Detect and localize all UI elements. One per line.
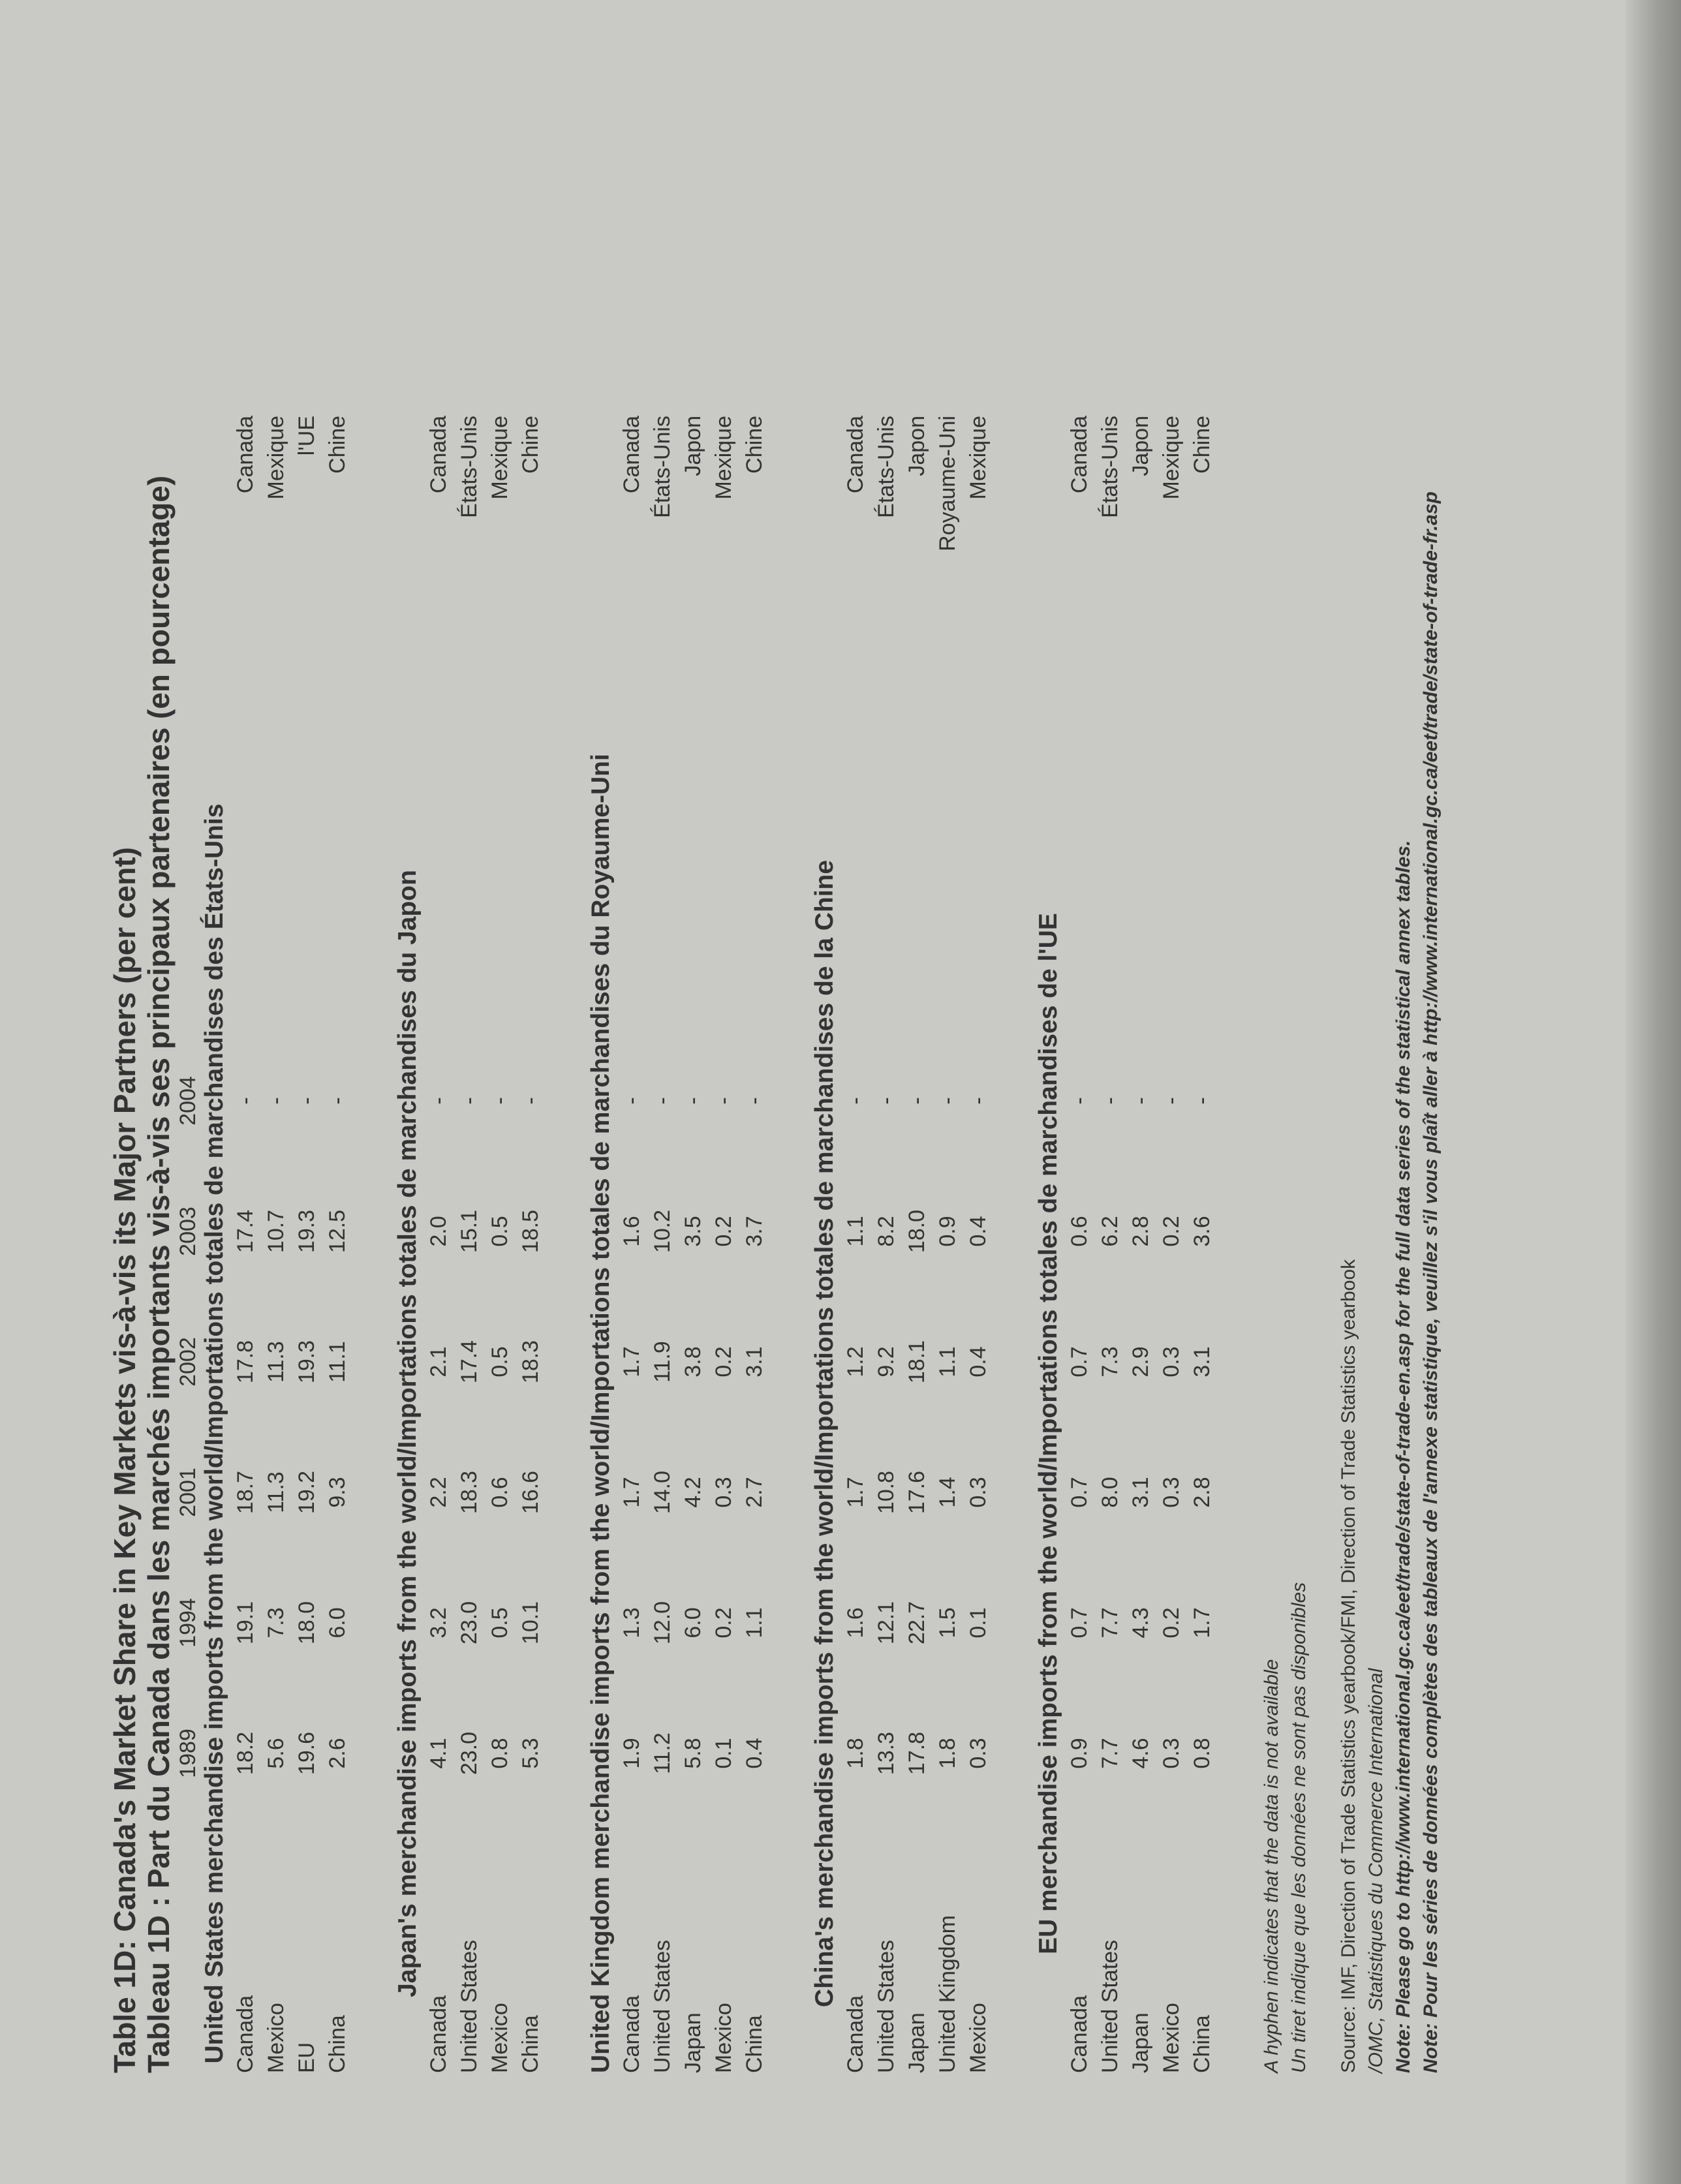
cell-value: 3.1 bbox=[1190, 1346, 1214, 1377]
table-row bbox=[518, 377, 544, 2073]
table-row bbox=[1098, 377, 1124, 2073]
cell-value: 1.3 bbox=[619, 1607, 644, 1638]
cell-value: 19.1 bbox=[233, 1601, 258, 1645]
cell-value: 0.3 bbox=[966, 1738, 991, 1769]
row-label-english: Mexico bbox=[264, 2003, 288, 2073]
cell-value: 1.7 bbox=[619, 1346, 644, 1377]
row-label-french: États-Unis bbox=[874, 416, 899, 518]
cell-value: 9.3 bbox=[325, 1477, 350, 1508]
cell-value: 2.1 bbox=[426, 1346, 451, 1377]
cell-value: 4.6 bbox=[1128, 1738, 1153, 1769]
cell-value: - bbox=[325, 1097, 350, 1105]
cell-value: - bbox=[1098, 1097, 1122, 1105]
cell-value: 11.3 bbox=[264, 1341, 288, 1383]
cell-value: 19.3 bbox=[294, 1209, 319, 1253]
row-label-english: Japan bbox=[681, 2012, 705, 2073]
cell-value: - bbox=[904, 1097, 929, 1105]
cell-value: 6.0 bbox=[681, 1607, 705, 1638]
cell-value: 3.8 bbox=[681, 1346, 705, 1377]
cell-value: 0.3 bbox=[1159, 1346, 1184, 1377]
row-label-french: Canada bbox=[619, 416, 644, 494]
cell-value: 3.2 bbox=[426, 1607, 451, 1638]
cell-value: 2.8 bbox=[1190, 1477, 1214, 1508]
cell-value: 11.1 bbox=[325, 1341, 350, 1383]
cell-value: - bbox=[1190, 1097, 1214, 1105]
table-row bbox=[294, 377, 320, 2073]
row-label-english: Japan bbox=[904, 2012, 929, 2073]
cell-value: 1.8 bbox=[935, 1738, 960, 1769]
row-label-french: États-Unis bbox=[650, 416, 675, 518]
table-row bbox=[711, 377, 737, 2073]
cell-value: 17.8 bbox=[233, 1340, 258, 1384]
cell-value: - bbox=[457, 1097, 482, 1105]
cell-value: 23.0 bbox=[457, 1731, 482, 1776]
cell-value: 18.7 bbox=[233, 1470, 258, 1515]
cell-value: 0.6 bbox=[487, 1477, 512, 1508]
cell-value: 23.0 bbox=[457, 1601, 482, 1645]
cell-value: - bbox=[426, 1097, 451, 1105]
cell-value: 0.2 bbox=[711, 1216, 736, 1247]
cell-value: 12.5 bbox=[325, 1209, 350, 1253]
year-header: 2003 bbox=[176, 1207, 200, 1256]
row-label-french: Mexique bbox=[264, 416, 288, 500]
cell-value: 4.2 bbox=[681, 1477, 705, 1508]
row-label-english: China bbox=[742, 2015, 767, 2073]
table-row bbox=[1159, 377, 1185, 2073]
cell-value: 1.6 bbox=[619, 1216, 644, 1247]
row-label-french: Japon bbox=[1128, 416, 1153, 476]
year-header: 2001 bbox=[176, 1468, 200, 1517]
cell-value: 2.9 bbox=[1128, 1346, 1153, 1377]
cell-value: 0.2 bbox=[1159, 1607, 1184, 1638]
cell-value: - bbox=[518, 1097, 543, 1105]
cell-value: 2.8 bbox=[1128, 1216, 1153, 1247]
table-sections bbox=[200, 416, 1258, 2073]
cell-value: 3.1 bbox=[742, 1346, 767, 1377]
cell-value: 19.6 bbox=[294, 1731, 319, 1776]
cell-value: 0.7 bbox=[1067, 1346, 1092, 1377]
row-label-english: Canada bbox=[1067, 1995, 1092, 2073]
cell-value: 3.7 bbox=[742, 1216, 767, 1247]
cell-value: 0.3 bbox=[711, 1477, 736, 1508]
row-label-french: Canada bbox=[843, 416, 868, 494]
cell-value: 1.7 bbox=[619, 1477, 644, 1508]
cell-value: 0.8 bbox=[487, 1738, 512, 1769]
cell-value: 0.3 bbox=[966, 1477, 991, 1508]
row-label-english: Canada bbox=[233, 1995, 258, 2073]
cell-value: 0.5 bbox=[487, 1607, 512, 1638]
cell-value: 8.0 bbox=[1098, 1477, 1122, 1508]
cell-value: 11.3 bbox=[264, 1471, 288, 1513]
cell-value: 0.4 bbox=[742, 1738, 767, 1769]
row-label-english: Mexico bbox=[487, 2003, 512, 2073]
row-label-english: Canada bbox=[843, 1995, 868, 2073]
cell-value: - bbox=[1067, 1097, 1092, 1105]
row-label-english: China bbox=[518, 2015, 543, 2073]
cell-value: 10.2 bbox=[650, 1209, 675, 1253]
cell-value: 5.3 bbox=[518, 1738, 543, 1769]
table-section bbox=[587, 416, 810, 2073]
cell-value: - bbox=[742, 1097, 767, 1105]
section-heading: Japan's merchandise imports from the world/Importations totales de marchandises du Japon bbox=[393, 870, 422, 1997]
table-row bbox=[681, 377, 707, 2073]
cell-value: 0.4 bbox=[966, 1216, 991, 1247]
cell-value: 1.5 bbox=[935, 1607, 960, 1638]
row-label-french: États-Unis bbox=[1098, 416, 1122, 518]
cell-value: 6.0 bbox=[325, 1607, 350, 1638]
cell-value: 1.2 bbox=[843, 1346, 868, 1377]
table-row bbox=[874, 377, 900, 2073]
cell-value: 13.3 bbox=[874, 1731, 899, 1776]
row-label-french: Mexique bbox=[966, 416, 991, 500]
cell-value: 18.1 bbox=[904, 1340, 929, 1384]
table-section bbox=[393, 416, 587, 2073]
title-french: Tableau 1D : Part du Canada dans les marchés importants vis-à-vis ses principaux partenaires (en pourcentage) bbox=[142, 475, 176, 2073]
cell-value: 15.1 bbox=[457, 1209, 482, 1253]
cell-value: 7.7 bbox=[1098, 1738, 1122, 1769]
section-heading: China's merchandise imports from the world/Importations totales de marchandises de la Chine bbox=[810, 859, 839, 2008]
cell-value: 19.2 bbox=[294, 1470, 319, 1515]
year-header: 2002 bbox=[176, 1337, 200, 1387]
cell-value: 3.1 bbox=[1128, 1477, 1153, 1508]
cell-value: 0.9 bbox=[1067, 1738, 1092, 1769]
cell-value: 1.1 bbox=[742, 1607, 767, 1638]
cell-value: 0.4 bbox=[966, 1346, 991, 1377]
table-row bbox=[264, 377, 290, 2073]
row-label-french: Chine bbox=[1190, 416, 1214, 474]
cell-value: 18.0 bbox=[904, 1209, 929, 1253]
cell-value: 12.0 bbox=[650, 1601, 675, 1645]
cell-value: 17.8 bbox=[904, 1731, 929, 1776]
year-header: 1989 bbox=[176, 1729, 200, 1778]
cell-value: - bbox=[1128, 1097, 1153, 1105]
cell-value: 5.6 bbox=[264, 1738, 288, 1769]
cell-value: 0.7 bbox=[1067, 1477, 1092, 1508]
table-row bbox=[904, 377, 931, 2073]
row-label-french: Japon bbox=[904, 416, 929, 476]
cell-value: 1.4 bbox=[935, 1477, 960, 1508]
cell-value: 1.8 bbox=[843, 1738, 868, 1769]
note-english: Note: Please go to http://www.international.gc.ca/eet/trade/state-of-trade-en.asp for the full data series of the statistical annex tables. bbox=[1393, 840, 1414, 2073]
cell-value: 8.2 bbox=[874, 1216, 899, 1247]
section-heading: EU merchandise imports from the world/Importations totales de marchandises de l'UE bbox=[1034, 913, 1062, 1954]
source-block bbox=[1335, 476, 1445, 2073]
table-row bbox=[1190, 377, 1216, 2073]
row-label-french: Chine bbox=[325, 416, 350, 474]
rotated-page bbox=[0, 96, 1442, 2184]
cell-value: 7.3 bbox=[264, 1607, 288, 1638]
section-heading: United Kingdom merchandise imports from the world/Importations totales de marchandises du Royaume-Uni bbox=[587, 754, 615, 2073]
row-label-english: Mexico bbox=[711, 2003, 736, 2073]
cell-value: 7.7 bbox=[1098, 1607, 1122, 1638]
cell-value: 0.8 bbox=[1190, 1738, 1214, 1769]
hyphen-note-french: Un tiret indique que les données ne sont pas disponibles bbox=[1288, 1582, 1310, 2073]
cell-value: 17.4 bbox=[457, 1340, 482, 1384]
table-row bbox=[457, 377, 483, 2073]
cell-value: 12.1 bbox=[874, 1601, 899, 1645]
cell-value: - bbox=[650, 1097, 675, 1105]
table-row bbox=[233, 377, 259, 2073]
cell-value: 0.5 bbox=[487, 1346, 512, 1377]
cell-value: 2.7 bbox=[742, 1477, 767, 1508]
table-row bbox=[325, 377, 351, 2073]
row-label-english: United States bbox=[874, 1939, 899, 2073]
row-label-english: Mexico bbox=[1159, 2003, 1184, 2073]
row-label-french: l'UE bbox=[294, 416, 319, 456]
row-label-english: China bbox=[1190, 2015, 1214, 2073]
hyphen-note-english: A hyphen indicates that the data is not available bbox=[1261, 1659, 1282, 2073]
section-heading: United States merchandise imports from the world/Importations totales de marchandises des États-Unis bbox=[200, 803, 228, 2064]
table-row bbox=[742, 377, 768, 2073]
table-row bbox=[426, 377, 452, 2073]
row-label-english: EU bbox=[294, 2042, 319, 2073]
cell-value: - bbox=[264, 1097, 288, 1105]
table-document bbox=[108, 416, 1445, 2073]
cell-value: 17.4 bbox=[233, 1209, 258, 1253]
cell-value: 0.3 bbox=[1159, 1477, 1184, 1508]
table-row bbox=[1067, 377, 1093, 2073]
row-label-french: Mexique bbox=[487, 416, 512, 500]
cell-value: 10.7 bbox=[264, 1209, 288, 1253]
table-row bbox=[843, 377, 869, 2073]
cell-value: 10.1 bbox=[518, 1601, 543, 1645]
table-row bbox=[935, 377, 961, 2073]
cell-value: 0.2 bbox=[711, 1346, 736, 1377]
row-label-french: Canada bbox=[233, 416, 258, 494]
cell-value: 6.2 bbox=[1098, 1216, 1122, 1247]
cell-value: 5.8 bbox=[681, 1738, 705, 1769]
table-section bbox=[810, 416, 1034, 2073]
table-row bbox=[619, 377, 645, 2073]
row-label-english: China bbox=[325, 2015, 350, 2073]
cell-value: 1.7 bbox=[843, 1477, 868, 1508]
title-english: Table 1D: Canada's Market Share in Key Markets vis-à-vis its Major Partners (per cent) bbox=[108, 847, 142, 2073]
table-section bbox=[200, 416, 393, 2073]
cell-value: 18.3 bbox=[457, 1470, 482, 1515]
cell-value: 0.9 bbox=[935, 1216, 960, 1247]
cell-value: 0.1 bbox=[966, 1607, 991, 1638]
cell-value: 9.2 bbox=[874, 1346, 899, 1377]
cell-value: - bbox=[619, 1097, 644, 1105]
cell-value: - bbox=[874, 1097, 899, 1105]
cell-value: - bbox=[294, 1097, 319, 1105]
notes bbox=[1258, 476, 1313, 2073]
cell-value: 18.0 bbox=[294, 1601, 319, 1645]
table-row bbox=[966, 377, 992, 2073]
cell-value: 0.5 bbox=[487, 1216, 512, 1247]
row-label-english: Canada bbox=[426, 1995, 451, 2073]
cell-value: 4.3 bbox=[1128, 1607, 1153, 1638]
cell-value: 19.3 bbox=[294, 1340, 319, 1384]
row-label-english: United Kingdom bbox=[935, 1915, 960, 2073]
row-label-english: Japan bbox=[1128, 2012, 1153, 2073]
row-label-english: Canada bbox=[619, 1995, 644, 2073]
row-label-french: Mexique bbox=[711, 416, 736, 500]
cell-value: 1.7 bbox=[1190, 1607, 1214, 1638]
page-edge-shadow bbox=[1626, 0, 1681, 2184]
table-row bbox=[1128, 377, 1154, 2073]
table-row bbox=[650, 377, 676, 2073]
cell-value: - bbox=[966, 1097, 991, 1105]
source-line-1: Source: IMF, Direction of Trade Statistics yearbook/FMI, Direction of Trade Statistics yearbook bbox=[1338, 1259, 1359, 2073]
cell-value: 22.7 bbox=[904, 1601, 929, 1645]
cell-value: 0.7 bbox=[1067, 1607, 1092, 1638]
cell-value: 0.1 bbox=[711, 1738, 736, 1769]
note-french: Note: Pour les séries de données complètes des tableaux de l'annexe statistique, veuillez s'il vous plaît aller à http://www.international.gc.ca/eet/trade/state-of-trade-fr.asp bbox=[1420, 491, 1442, 2073]
cell-value: 1.9 bbox=[619, 1738, 644, 1769]
cell-value: 1.6 bbox=[843, 1607, 868, 1638]
cell-value: 3.5 bbox=[681, 1216, 705, 1247]
cell-value: 0.2 bbox=[711, 1607, 736, 1638]
year-header-row bbox=[176, 476, 200, 2073]
cell-value: 16.6 bbox=[518, 1470, 543, 1515]
year-header: 2004 bbox=[176, 1076, 200, 1126]
cell-value: 0.2 bbox=[1159, 1216, 1184, 1247]
row-label-french: Canada bbox=[426, 416, 451, 494]
row-label-english: United States bbox=[1098, 1939, 1122, 2073]
cell-value: 4.1 bbox=[426, 1738, 451, 1769]
row-label-english: United States bbox=[457, 1939, 482, 2073]
cell-value: 7.3 bbox=[1098, 1346, 1122, 1377]
cell-value: 3.6 bbox=[1190, 1216, 1214, 1247]
cell-value: - bbox=[843, 1097, 868, 1105]
row-label-french: Canada bbox=[1067, 416, 1092, 494]
cell-value: 2.0 bbox=[426, 1216, 451, 1247]
source-line-2: /OMC, Statistiques du Commerce International bbox=[1365, 1668, 1387, 2073]
cell-value: - bbox=[487, 1097, 512, 1105]
cell-value: 17.6 bbox=[904, 1470, 929, 1515]
cell-value: 10.8 bbox=[874, 1470, 899, 1515]
cell-value: 2.2 bbox=[426, 1477, 451, 1508]
cell-value: 18.3 bbox=[518, 1340, 543, 1384]
year-header: 1994 bbox=[176, 1598, 200, 1648]
cell-value: - bbox=[681, 1097, 705, 1105]
cell-value: - bbox=[935, 1097, 960, 1105]
row-label-french: États-Unis bbox=[457, 416, 482, 518]
row-label-french: Chine bbox=[518, 416, 543, 474]
row-label-english: Mexico bbox=[966, 2003, 991, 2073]
cell-value: 2.6 bbox=[325, 1738, 350, 1769]
cell-value: - bbox=[711, 1097, 736, 1105]
row-label-french: Mexique bbox=[1159, 416, 1184, 500]
cell-value: 11.9 bbox=[650, 1341, 675, 1383]
cell-value: 0.3 bbox=[1159, 1738, 1184, 1769]
cell-value: 0.6 bbox=[1067, 1216, 1092, 1247]
cell-value: 18.2 bbox=[233, 1731, 258, 1776]
cell-value: - bbox=[233, 1097, 258, 1105]
table-row bbox=[487, 377, 514, 2073]
cell-value: - bbox=[1159, 1097, 1184, 1105]
cell-value: 1.1 bbox=[843, 1216, 868, 1247]
cell-value: 11.2 bbox=[650, 1732, 675, 1774]
cell-value: 1.1 bbox=[935, 1346, 960, 1377]
row-label-french: Royaume-Uni bbox=[935, 416, 960, 551]
row-label-french: Japon bbox=[681, 416, 705, 476]
cell-value: 18.5 bbox=[518, 1209, 543, 1253]
row-label-english: United States bbox=[650, 1939, 675, 2073]
cell-value: 14.0 bbox=[650, 1470, 675, 1515]
table-section bbox=[1034, 416, 1258, 2073]
row-label-french: Chine bbox=[742, 416, 767, 474]
